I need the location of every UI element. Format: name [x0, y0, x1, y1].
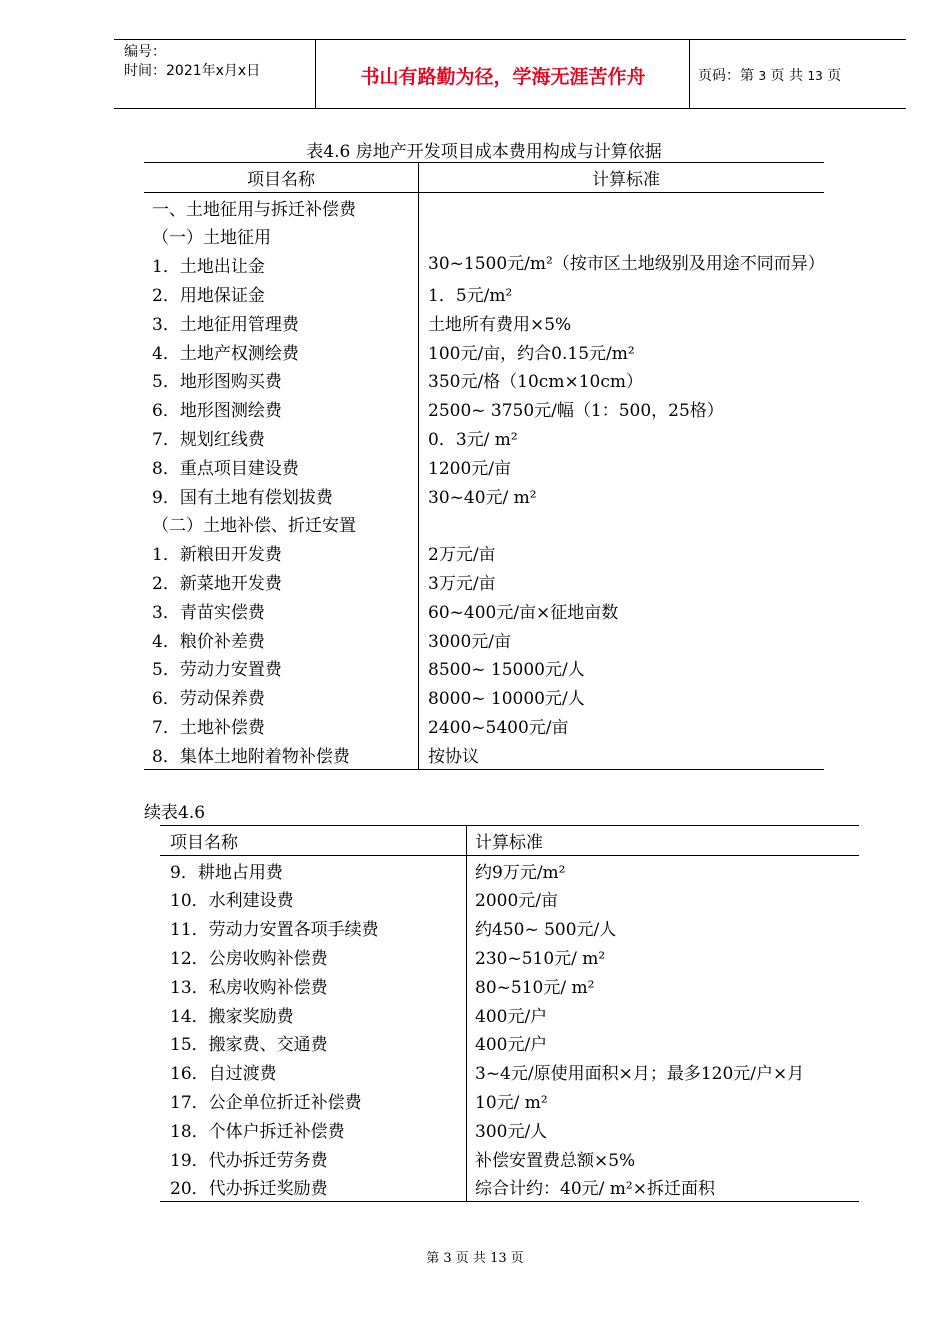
table-row	[160, 913, 859, 942]
item-name-cell: 7．土地补偿费	[144, 711, 419, 740]
calc-standard-cell: 400元/户	[475, 1035, 548, 1056]
cost-table	[144, 162, 824, 770]
item-name-cell: 4．土地产权测绘费	[144, 337, 419, 366]
item-name-cell: 9．国有土地有偿划拔费	[144, 481, 419, 510]
calc-standard-cell: 350元/格（10cm×10cm）	[428, 372, 643, 393]
table-row	[144, 711, 824, 740]
calc-standard-cell: 1．5元/m²	[428, 286, 513, 307]
header-page-suffix: 页	[827, 68, 842, 84]
calc-standard-cell: 300元/人	[475, 1121, 548, 1142]
item-name-cell: 12．公房收购补偿费	[160, 942, 467, 971]
calc-standard-cell: 2400~5400元/亩	[428, 718, 569, 739]
item-name-cell: 6．劳动保养费	[144, 682, 419, 711]
table-row	[144, 192, 824, 221]
calc-standard-cell: 60~400元/亩×征地亩数	[428, 602, 619, 623]
header-page-number	[698, 65, 841, 85]
item-name-cell: 18．个体户拆迁补偿费	[160, 1115, 467, 1144]
calc-standard-cell: 100元/亩，约合0.15元/m²	[428, 343, 635, 364]
table-header-row	[160, 826, 859, 856]
item-name-cell: 4．粮价补差费	[144, 625, 419, 654]
calc-standard-cell: 2000元/亩	[475, 891, 558, 912]
table-row	[160, 885, 859, 914]
header-page-mid: 页 共	[770, 68, 803, 84]
header-divider-right	[689, 40, 690, 108]
table-row	[144, 423, 824, 452]
item-name-cell: 6．地形图测绘费	[144, 394, 419, 423]
calc-standard-cell: 10元/ m²	[475, 1093, 548, 1114]
calc-standard-cell: 230~510元/ m²	[475, 949, 606, 970]
table-row	[160, 942, 859, 971]
item-name-cell: 5．劳动力安置费	[144, 654, 419, 683]
table-row	[144, 366, 824, 395]
header-item-name: 项目名称	[160, 826, 467, 856]
table-row	[144, 654, 824, 683]
item-name-cell: 10．水利建设费	[160, 885, 467, 914]
page-header	[114, 39, 906, 109]
table-title: 表4.6 房地产开发项目成本费用构成与计算依据	[306, 142, 662, 162]
calc-standard-cell: 1200元/亩	[428, 458, 511, 479]
calc-standard-cell: 80~510元/ m²	[475, 977, 595, 998]
table-row	[160, 1144, 859, 1173]
calc-standard-cell: 2500~ 3750元/幅（1：500，25格）	[428, 401, 724, 422]
calc-standard-cell	[419, 192, 825, 221]
item-name-cell: 17．公企单位折迁补偿费	[160, 1086, 467, 1115]
document-time-label: 时间：2021年x月x日	[124, 63, 261, 79]
item-name-cell: 5．地形图购买费	[144, 366, 419, 395]
calc-standard-cell: 按协议	[428, 746, 479, 767]
item-name-cell: 3．土地征用管理费	[144, 308, 419, 337]
item-name-cell: 8．集体土地附着物补偿费	[144, 740, 419, 769]
header-page-current: 3	[758, 69, 767, 83]
header-calc-standard: 计算标准	[467, 826, 860, 856]
calc-standard-cell: 400元/户	[475, 1006, 548, 1027]
calc-standard-cell	[419, 510, 825, 539]
table-row	[144, 625, 824, 654]
table-row	[144, 510, 824, 539]
table-row	[160, 855, 859, 884]
item-name-cell: 13．私房收购补偿费	[160, 971, 467, 1000]
item-name-cell: 8．重点项目建设费	[144, 452, 419, 481]
header-page-prefix: 页码：第	[698, 68, 754, 84]
table-row	[144, 222, 824, 251]
header-page-total: 13	[807, 69, 823, 83]
document-number-label: 编号：	[124, 44, 166, 60]
table-header-row	[144, 163, 824, 193]
table-row	[144, 481, 824, 510]
calc-standard-cell: 8000~ 10000元/人	[428, 689, 585, 710]
item-name-cell: 1．土地出让金	[144, 250, 419, 279]
header-meta	[124, 43, 260, 81]
table-row	[160, 1173, 859, 1202]
footer-mid: 页 共	[455, 1251, 486, 1266]
calc-standard-cell: 30~1500元/m²（按市区土地级别及用途不同而异）	[428, 254, 825, 275]
table-row	[144, 740, 824, 769]
table-row	[144, 567, 824, 596]
footer-prefix: 第	[426, 1251, 440, 1266]
item-name-cell: 2．新菜地开发费	[144, 567, 419, 596]
calc-standard-cell: 3~4元/原使用面积×月；最多120元/户×月	[475, 1064, 805, 1085]
table-row	[144, 308, 824, 337]
calc-standard-cell: 3000元/亩	[428, 631, 511, 652]
item-name-cell: 15．搬家费、交通费	[160, 1029, 467, 1058]
item-name-cell: 11．劳动力安置各项手续费	[160, 913, 467, 942]
item-name-cell: 7．规划红线费	[144, 423, 419, 452]
continued-table-label: 续表4.6	[144, 803, 206, 823]
footer-current: 3	[443, 1251, 452, 1266]
header-motto: 书山有路勤为径，学海无涯苦作舟	[360, 66, 646, 88]
table-row	[160, 1086, 859, 1115]
table-row	[160, 1000, 859, 1029]
page-footer	[0, 1247, 950, 1266]
calc-standard-cell: 约9万元/m²	[475, 862, 566, 883]
header-calc-standard: 计算标准	[419, 163, 825, 193]
calc-standard-cell	[419, 222, 825, 251]
table-row	[160, 1029, 859, 1058]
item-name-cell: （二）土地补偿、折迁安置	[144, 510, 419, 539]
table-row	[160, 1057, 859, 1086]
footer-total: 13	[490, 1251, 507, 1266]
table-row	[144, 596, 824, 625]
item-name-cell: 14．搬家奖励费	[160, 1000, 467, 1029]
calc-standard-cell: 3万元/亩	[428, 574, 496, 595]
item-name-cell: 20．代办拆迁奖励费	[160, 1173, 467, 1202]
item-name-cell: 19．代办拆迁劳务费	[160, 1144, 467, 1173]
footer-suffix: 页	[510, 1251, 524, 1266]
calc-standard-cell: 0．3元/ m²	[428, 430, 518, 451]
calc-standard-cell: 8500~ 15000元/人	[428, 660, 585, 681]
table-row	[144, 279, 824, 308]
item-name-cell: 1．新粮田开发费	[144, 538, 419, 567]
header-item-name: 项目名称	[144, 163, 419, 193]
calc-standard-cell: 约450~ 500元/人	[475, 920, 617, 941]
calc-standard-cell: 土地所有费用×5%	[428, 314, 572, 335]
item-name-cell: （一）土地征用	[144, 222, 419, 251]
item-name-cell: 3．青苗实偿费	[144, 596, 419, 625]
item-name-cell: 一、土地征用与拆迁补偿费	[144, 192, 419, 221]
table-row	[160, 1115, 859, 1144]
calc-standard-cell: 2万元/亩	[428, 545, 496, 566]
calc-standard-cell: 30~40元/ m²	[428, 487, 537, 508]
item-name-cell: 16．自过渡费	[160, 1057, 467, 1086]
item-name-cell: 2．用地保证金	[144, 279, 419, 308]
cost-table-body	[144, 192, 824, 769]
table-row	[144, 394, 824, 423]
continued-cost-table	[160, 825, 859, 1202]
item-name-cell: 9．耕地占用费	[160, 855, 467, 884]
calc-standard-cell: 补偿安置费总额×5%	[475, 1150, 636, 1171]
table-row	[144, 337, 824, 366]
calc-standard-cell: 综合计约：40元/ m²×拆迁面积	[475, 1179, 715, 1200]
table-row	[144, 538, 824, 567]
table-row	[144, 250, 824, 279]
continued-cost-table-body	[160, 855, 859, 1202]
table-row	[144, 452, 824, 481]
table-row	[160, 971, 859, 1000]
table-row	[144, 682, 824, 711]
